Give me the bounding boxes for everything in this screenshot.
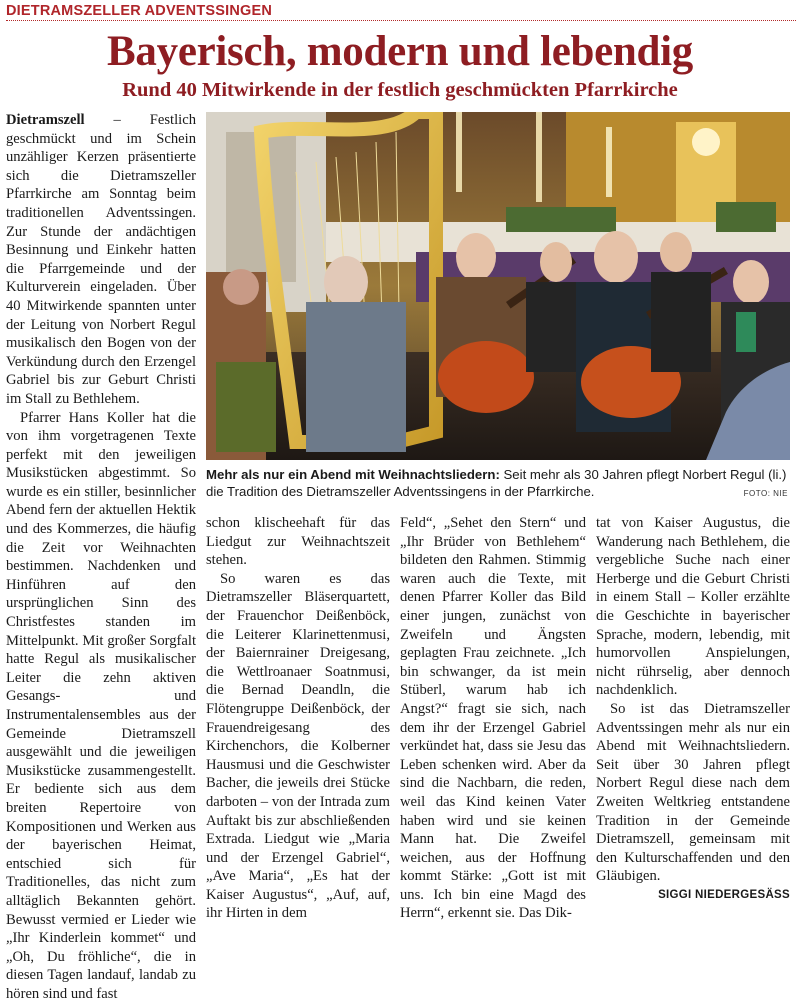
author-byline: SIGGI NIEDERGESÄSS	[658, 888, 790, 901]
paragraph	[596, 700, 790, 901]
paragraph: So waren es das Dietramszeller Bläserquartett, der Frauenchor Deißenböck, die Leiterer Klarinettenmusi, der Baiernrainer Dreigesang, die Wettlroanaer Soatnmusi, die Bernad Deandln, die Flötengruppe Deißenböck, der Frauendreigesang des Kirchenchors, die Kolberner Hausmusi und die Geschwister Bacher, die jeweils drei Stücke darboten – von der Intrada zum Auftakt bis zur abschließenden Extrada. Liedgut wie „Maria und der Erzengel Gabriel“, „Ave Maria“, „Es hat der Kaiser Augustus“, „Auf, auf, ihr Hirten in dem	[206, 570, 390, 922]
article-column-3	[400, 514, 586, 923]
paragraph-text: – Festlich geschmückt und im Schein unzähliger Kerzen präsentierte sich die Dietramszeller Pfarrkirche am Sonntag beim traditionellen Adventssingen. Zur Stunde der andächtigen Besinnung und Einkehr hatten die Pfarrgemeinde und der Kulturverein eingeladen. Über 40 Mitwirkende spannten unter der Leitung von Norbert Regul musikalisch den Bogen von der Verkündung durch den Erzengel Gabriel bis zur Geburt Christi im Stall zu Bethlehem.	[6, 112, 196, 407]
concert-photo-illustration	[206, 112, 790, 460]
dateline: Dietramszell	[6, 112, 85, 128]
article-column-4	[596, 514, 790, 904]
photo-credit: FOTO: NIE	[743, 489, 788, 498]
subheadline: Rund 40 Mitwirkende in der festlich geschmückten Pfarrkirche	[122, 79, 678, 101]
paragraph: Feld“, „Sehet den Stern“ und „Ihr Brüder von Bethlehem“ bildeten den Rahmen. Stimmig waren auch die Texte, mit denen Pfarrer Koller das Bild einer jungen, zunächst von Zweifeln und Ängsten geplagten Frau zeichnete. „Ich bin schwanger, da ist mein Stüberl, warum hab ich Angst?“ fragt sie sich, nach dem ihr der Erzengel Gabriel verkündet hat, dass sie Jesu das Leben schenken wird. Aber da sind die Nachbarn, die reden, weil das Kind keinen Vater haben wird und sie keinen Mann hat. Die Zweifel weichen, aus der Hoffnung kommt Stärke: „Gott ist mit uns. Ich bin eine Magd des Herrn“, erkennt sie. Das Dik-	[400, 515, 586, 922]
article-photo	[206, 112, 790, 460]
paragraph	[6, 111, 196, 409]
article-column-2	[206, 514, 390, 923]
photo-caption	[206, 466, 790, 500]
paragraph-text: So ist das Dietramszeller Adventssingen mehr als nur ein Abend mit Weihnachtsliedern. Seit über 30 Jahren pflegt Norbert Regul diese nach dem Zweiten Weltkrieg entstandene Tradition in der Gemeinde Dietramszell, gemeinsam mit den Kulturschaffenden und den Gläubigen.	[596, 700, 790, 885]
paragraph: schon klischeehaft für das Liedgut zur Weihnachtszeit stehen.	[206, 515, 390, 569]
section-kicker	[6, 2, 796, 21]
caption-lead: Mehr als nur ein Abend mit Weihnachtsliedern:	[206, 467, 500, 482]
caption-text: Seit mehr als 30 Jahren pflegt Norbert Regul (li.) die Tradition des Dietramszeller Adventssingens in der Pfarrkirche.	[206, 467, 787, 499]
paragraph: Pfarrer Hans Koller hat die von ihm vorgetragenen Texte perfekt mit den jeweiligen Musikstücken abgestimmt. So wurde es ein stiller, besinnlicher Abend fern der aktuellen Hektik und des Kommerzes, die häufig die Zeit vor Weihnachten bestimmen. Nachdenken und Hinführen auf den ursprünglichen Sinn des Christfestes standen im Mittelpunkt. Mit großer Sorgfalt hatte Regul als musikalischer Leiter die zehn aktiven Gesangs- und Instrumentalensembles aus der Gemeinde Dietramszell ausgewählt und die jeweiligen Musikstücke zusammengestellt. Er bediente sich aus dem breiten Repertoire von Kompositionen und Werken aus der bayerischen Heimat, entschied sich für Traditionelles, das nicht zum alltäglich Bekannten gehört. Bewusst vermied er Lieder wie „Ihr Kinderlein kommet“ und „Oh, Du fröhliche“, die in diesen Tagen landauf, landab zu hören sind und fast	[6, 409, 196, 1002]
kicker-text: DIETRAMSZELLER ADVENTSSINGEN	[6, 3, 278, 19]
paragraph: tat von Kaiser Augustus, die Wanderung nach Bethlehem, die vergebliche Suche nach einer Herberge und die Geburt Christi in einem Stall – Koller erzählte die Geschichte in bayerischer Sprache, modern, lebendig, mit humorvollen Anspielungen, nicht rührselig, aber dennoch nachdenklich.	[596, 515, 790, 699]
headline: Bayerisch, modern und lebendig	[107, 28, 693, 75]
